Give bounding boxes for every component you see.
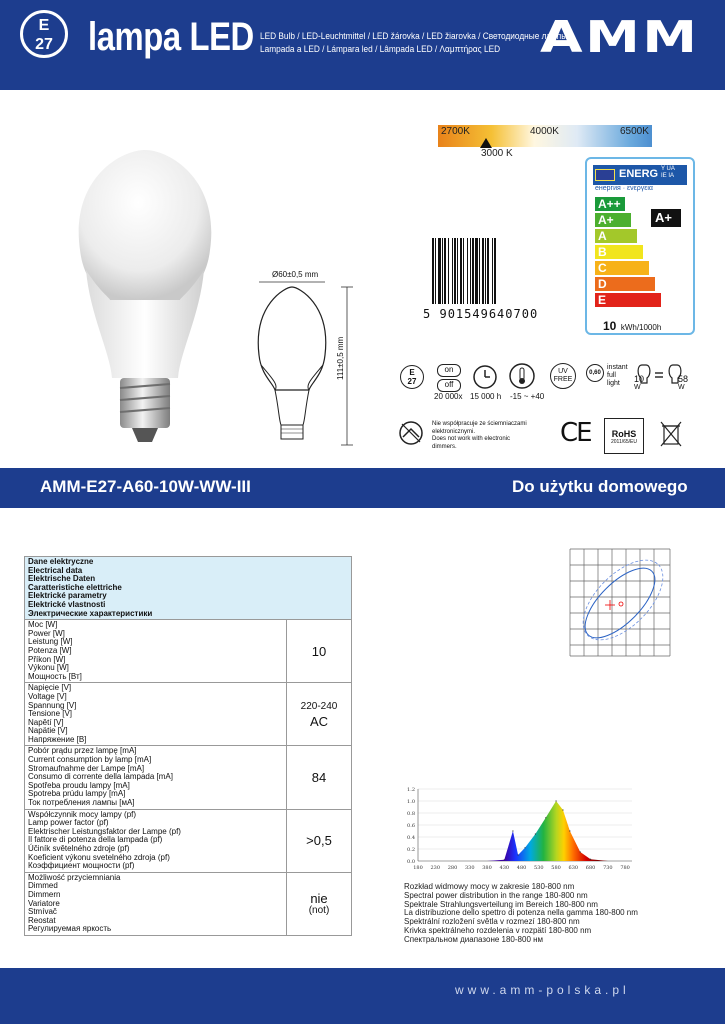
barcode-bar xyxy=(482,238,484,304)
energy-class-ap: A+ xyxy=(595,213,631,227)
y-tick-label: 0.2 xyxy=(407,847,415,853)
row-label: Stromaufnahme der Lampe [mA] xyxy=(28,763,145,773)
row-label: Ток потребления лампы [мА] xyxy=(28,798,135,808)
model-number: AMM-E27-A60-10W-WW-III xyxy=(40,477,251,496)
barcode-bar xyxy=(479,238,480,304)
energy-class-b: B xyxy=(595,245,643,259)
barcode-bar xyxy=(467,238,468,304)
uv-line-1: UV xyxy=(558,368,568,375)
row-label: Spotřeba proudu lampy [mA] xyxy=(28,780,130,790)
table-row xyxy=(25,809,352,872)
row-label: Moc [W] xyxy=(28,620,58,630)
row-label: Współczynnik mocy lampy (pf) xyxy=(28,809,137,819)
row-value-secondary: (not) xyxy=(308,905,330,917)
row-value xyxy=(287,620,352,683)
row-label: Napětí [V] xyxy=(28,717,64,727)
row-label: Elektrischer Leistungsfaktor der Lampe (pf) xyxy=(28,826,181,836)
badge-bottom: 27 xyxy=(35,36,53,53)
equiv-inc-value: 58 xyxy=(678,374,689,384)
y-tick-label: 0.0 xyxy=(407,859,415,865)
row-value-main: 84 xyxy=(311,770,327,786)
table-header-row xyxy=(25,557,352,620)
row-label: Power [W] xyxy=(28,628,65,638)
energy-header-sub: енергия · ενεργεια xyxy=(595,185,653,192)
row-value-main: 220-240 xyxy=(300,701,338,713)
row-label: Dimmed xyxy=(28,881,58,891)
ce-mark: CE xyxy=(560,418,591,448)
row-labels xyxy=(25,620,287,683)
energy-class-d: D xyxy=(595,277,655,291)
data-point xyxy=(524,847,525,848)
electrical-data-table xyxy=(24,556,352,936)
row-label: Dimmern xyxy=(28,889,61,899)
row-label: Účiník světelného zdroje (pf) xyxy=(28,844,130,853)
row-label: Регулируемая яркость xyxy=(28,924,112,934)
row-label: Напряжение [В] xyxy=(28,734,87,744)
ct-selected: 3000 K xyxy=(481,148,513,159)
caption-line: Spektrale Strahlungsverteilung im Bereich 180-800 nm xyxy=(404,899,598,909)
equiv-incandescent xyxy=(678,374,688,391)
dimension-drawing xyxy=(245,265,365,450)
e27-badge xyxy=(20,10,68,58)
row-label: Мощность [Вт] xyxy=(28,671,82,681)
rohs-mark xyxy=(604,418,644,454)
x-tick-label: 430 xyxy=(499,865,510,871)
diameter-label: Ø60±0,5 mm xyxy=(272,270,319,279)
energy-class-c: C xyxy=(595,261,649,275)
row-label: Voltage [V] xyxy=(28,691,67,701)
energy-header-suffix-bottom: IE IA xyxy=(661,173,675,179)
bulb-photo xyxy=(60,120,230,450)
socket-top: E xyxy=(409,368,415,377)
instant-light-label xyxy=(607,364,628,388)
spectral-chart xyxy=(400,783,640,878)
barcode-bar xyxy=(492,238,493,304)
dimmer-note xyxy=(432,421,532,451)
data-point xyxy=(590,859,591,860)
y-tick-label: 1.2 xyxy=(407,787,415,793)
weee-bin-icon xyxy=(660,420,682,448)
header-line: Electrical data xyxy=(28,565,83,575)
socket-e27-icon xyxy=(400,365,424,389)
data-point xyxy=(562,809,563,810)
barcode-bar xyxy=(463,238,464,304)
socket-bottom: 27 xyxy=(407,377,417,386)
barcode-group-1: 901549 xyxy=(439,307,489,321)
badge-top: E xyxy=(38,17,50,34)
subtitle-line-1: LED Bulb / LED-Leuchtmittel / LED žárovka / LED žiarovka / Светодиодные лампы xyxy=(260,31,568,41)
x-tick-label: 330 xyxy=(465,865,475,871)
header-line: Caratteristiche elettriche xyxy=(28,582,122,592)
temp-range-label: -15 ~ +40 xyxy=(510,392,545,401)
energy-header-text: ENERG xyxy=(619,168,659,180)
energy-rating-arrow: A+ xyxy=(651,209,681,227)
row-value-main: 10 xyxy=(311,643,327,659)
instant-line-2: full xyxy=(607,372,616,379)
row-labels xyxy=(25,746,287,809)
row-label: Reostat xyxy=(28,915,56,925)
row-label: Current consumption by lamp [mA] xyxy=(28,755,152,765)
row-label: Tensione [V] xyxy=(28,709,73,719)
barcode-bar xyxy=(460,238,462,304)
row-labels xyxy=(25,809,287,872)
barcode-bar xyxy=(470,238,471,304)
barcode-bar xyxy=(457,238,458,304)
energy-header xyxy=(593,165,687,185)
table-header xyxy=(25,557,352,620)
no-dimmer-icon xyxy=(398,420,424,446)
x-tick-label: 180 xyxy=(413,865,423,871)
eu-flag-icon xyxy=(595,169,615,181)
row-label: Lamp power factor (pf) xyxy=(28,818,109,828)
dimmer-note-pl: Nie współpracuje ze ściemniaczami elektronicznymi. xyxy=(432,421,527,435)
amm-logo: AMM xyxy=(540,12,700,63)
page-title: lampa LED xyxy=(88,15,254,59)
energy-class-a: A xyxy=(595,229,637,243)
data-point xyxy=(512,830,513,831)
energy-header-suffix-top: Y UA xyxy=(661,166,675,172)
table-row xyxy=(25,872,352,935)
x-tick-label: 530 xyxy=(534,865,544,871)
switch-on: on xyxy=(437,364,461,377)
barcode-bar xyxy=(448,238,449,304)
instant-line-1: instant xyxy=(607,364,628,371)
caption-line: Спектральном диапазоне 180-800 нм xyxy=(404,934,544,944)
barcode-bar xyxy=(435,238,436,304)
ct-label-6500: 6500K xyxy=(620,126,649,137)
energy-label xyxy=(585,157,695,335)
usage-label: Do użytku domowego xyxy=(512,477,688,496)
x-tick-label: 680 xyxy=(585,865,596,871)
row-value xyxy=(287,683,352,746)
barcode xyxy=(428,238,528,318)
barcode-bar xyxy=(475,238,478,304)
energy-class-app: A++ xyxy=(595,197,625,211)
caption-line: Spektrální rozložení světla v rozmezí 180-800 nm xyxy=(404,917,580,927)
lifetime-label: 15 000 h xyxy=(470,392,502,401)
energy-consumption-unit: kWh/1000h xyxy=(620,323,662,332)
clock-icon xyxy=(472,364,498,390)
ct-label-2700: 2700K xyxy=(441,126,470,137)
data-point xyxy=(504,859,505,860)
x-tick-label: 780 xyxy=(620,865,630,871)
energy-header-suffix xyxy=(661,166,675,180)
energy-consumption-value: 10 xyxy=(603,319,617,333)
x-tick-label: 380 xyxy=(482,865,492,871)
uv-line-2: FREE xyxy=(553,376,573,383)
x-tick-label: 630 xyxy=(568,865,579,871)
barcode-group-2: 640700 xyxy=(488,307,539,321)
x-tick-label: 730 xyxy=(603,865,613,871)
row-value-main: nie xyxy=(310,891,328,907)
equiv-led-unit: W xyxy=(634,384,641,391)
row-label: Pobór prądu przez lampę [mA] xyxy=(28,746,137,756)
row-label: Il fattore di potenza della lampada (pf) xyxy=(28,835,163,845)
row-label: Příkon [W] xyxy=(28,654,66,664)
spectral-caption xyxy=(404,883,638,945)
barcode-bar xyxy=(472,238,474,304)
data-point xyxy=(535,833,536,834)
caption-line: Krivka spektrálneho rozdelenia v rozpätí 180-800 nm xyxy=(404,925,592,935)
y-tick-label: 0.6 xyxy=(407,823,415,829)
row-label: Napięcie [V] xyxy=(28,683,72,693)
barcode-bar xyxy=(452,238,453,304)
website-link[interactable]: www.amm-polska.pl xyxy=(455,983,630,997)
row-label: Variatore xyxy=(28,898,60,908)
row-value-secondary: AC xyxy=(309,714,329,730)
row-label: Stmívač xyxy=(28,907,57,917)
row-value xyxy=(287,872,352,935)
energy-consumption xyxy=(603,317,661,335)
row-label: Коэффициент мощности (pf) xyxy=(28,861,135,871)
row-label: Potenza [W] xyxy=(28,645,72,655)
data-point xyxy=(555,800,556,801)
barcode-digits xyxy=(423,307,538,321)
row-label: Consumo di corrente della lampada [mA] xyxy=(28,772,173,782)
y-tick-label: 0.8 xyxy=(407,811,415,817)
y-tick-label: 1.0 xyxy=(407,799,415,805)
row-label: Výkonu [W] xyxy=(28,663,69,673)
row-label: Spannung [V] xyxy=(28,700,77,710)
row-value xyxy=(287,809,352,872)
x-tick-label: 480 xyxy=(516,865,527,871)
subtitle-line-2: Lampada a LED / Lámpara led / Lâmpada LED / Λαμπτήρας LED xyxy=(260,44,501,54)
caption-line: Spectral power distribution in the range 180-800 nm xyxy=(404,890,588,900)
barcode-first-digit: 5 xyxy=(423,307,432,321)
header-line: Elektrické vlastnosti xyxy=(28,599,106,609)
row-label: Możliwość przyciemniania xyxy=(28,872,121,882)
light-distribution-diagram xyxy=(565,548,675,658)
caption-line: La distribuzione dello spettro di potenza nella gamma 180-800 nm xyxy=(404,908,638,918)
barcode-bar xyxy=(494,238,496,304)
caption-line: Rozkład widmowy mocy w zakresie 180-800 nm xyxy=(404,882,575,891)
header-line: Elektrické parametry xyxy=(28,591,107,601)
row-label: Koeficient výkonu svetelného zdroja (pf) xyxy=(28,852,170,862)
row-value-main: >0,5 xyxy=(306,833,332,849)
barcode-bar xyxy=(454,238,456,304)
rohs-text: RoHS xyxy=(611,429,637,439)
data-point xyxy=(517,854,518,855)
ct-label-4000: 4000K xyxy=(530,126,559,137)
switch-cycles-label: 20 000x xyxy=(434,392,463,401)
energy-class-e: E xyxy=(595,293,661,307)
dimmer-note-en: Does not work with electronic dimmers. xyxy=(432,436,511,450)
x-tick-label: 280 xyxy=(447,865,458,871)
row-value xyxy=(287,746,352,809)
barcode-bar xyxy=(442,238,443,304)
spectrum-area xyxy=(418,801,625,861)
table-row xyxy=(25,620,352,683)
equiv-inc-unit: W xyxy=(678,384,685,391)
rohs-sub: 2011/65/EU xyxy=(610,439,638,445)
barcode-bar xyxy=(485,238,486,304)
height-label: 111±0,5 mm xyxy=(336,336,345,380)
row-labels xyxy=(25,683,287,746)
table-row xyxy=(25,683,352,746)
barcode-bar xyxy=(487,238,489,304)
y-tick-label: 0.4 xyxy=(407,835,415,841)
barcode-bar xyxy=(438,238,441,304)
barcode-bar xyxy=(444,238,446,304)
data-point xyxy=(545,817,546,818)
header-line: Dane elektryczne xyxy=(28,557,94,566)
x-tick-label: 580 xyxy=(551,865,561,871)
thermometer-icon xyxy=(508,362,536,390)
row-label: Spotreba prúdu lampy [mA] xyxy=(28,789,126,799)
header-line: Электрические характеристики xyxy=(28,608,153,618)
instant-line-3: light xyxy=(607,380,620,387)
switch-off: off xyxy=(437,379,461,392)
table-row xyxy=(25,746,352,809)
header-line: Elektrische Daten xyxy=(28,574,96,584)
instant-light-icon: 0,60 xyxy=(586,364,604,382)
data-point xyxy=(580,851,581,852)
equiv-led-value: 10 xyxy=(634,374,645,384)
row-label: Leistung [W] xyxy=(28,637,73,647)
row-labels xyxy=(25,872,287,935)
equiv-led xyxy=(634,374,644,391)
uv-free-icon xyxy=(550,363,576,389)
data-point xyxy=(569,830,570,831)
row-label: Napätie [V] xyxy=(28,726,68,736)
x-tick-label: 230 xyxy=(430,865,441,871)
switch-cycles-icon xyxy=(437,364,461,390)
barcode-bar xyxy=(432,238,434,304)
